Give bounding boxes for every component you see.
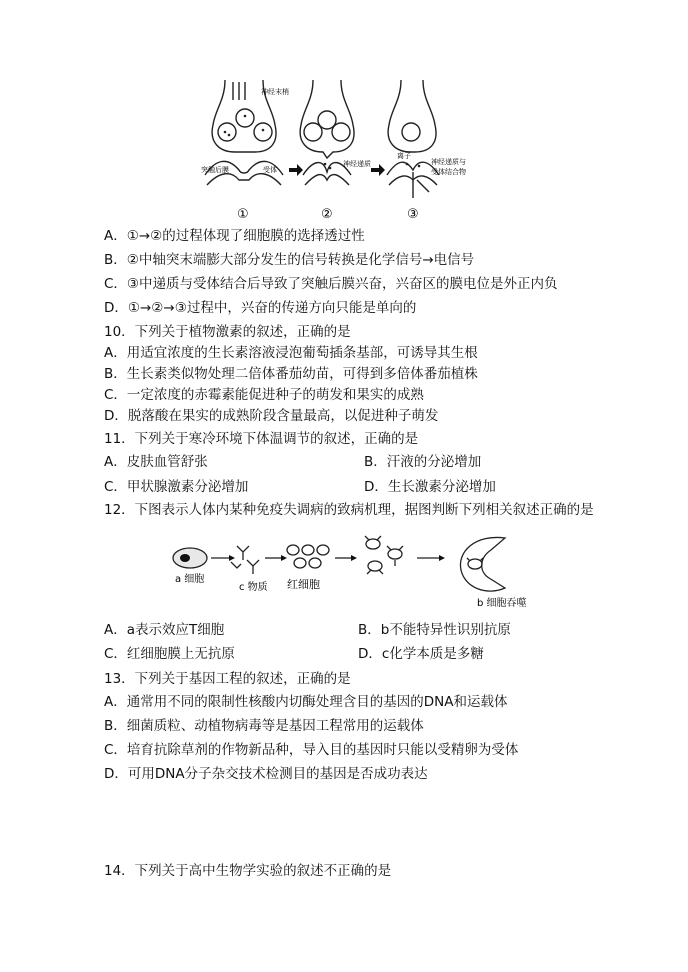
q11-option-c: C．甲状腺激素分泌增加: [104, 479, 249, 495]
label-a-cell: a 细胞: [175, 574, 205, 585]
label-b-phagocyte: b 细胞吞噬: [477, 598, 527, 609]
label-complex-1: 神经递质与: [431, 158, 466, 166]
q12-stem: 12．下图表示人体内某种免疫失调病的致病机理，据图判断下列相关叙述正确的是: [104, 502, 594, 518]
label-ion: 离子: [397, 152, 411, 160]
step-label-3: ③: [407, 207, 419, 222]
label-receptor: 受体: [263, 166, 277, 174]
q11-option-b: B．汗液的分泌增加: [364, 454, 482, 470]
q10-option-b: B．生长素类似物处理二倍体番茄幼苗，可得到多倍体番茄植株: [104, 366, 478, 382]
step-label-1: ①: [237, 207, 249, 222]
q10-option-a: A．用适宜浓度的生长素溶液浸泡葡萄插条基部，可诱导其生根: [104, 345, 478, 361]
q9-option-d: D．①→②→③过程中，兴奋的传递方向只能是单向的: [104, 300, 417, 316]
step-label-2: ②: [321, 207, 333, 222]
label-c-substance: c 物质: [239, 582, 268, 593]
label-complex-2: 受体结合物: [431, 168, 466, 176]
synapse-diagram: [201, 80, 495, 222]
q9-option-b: B．②中轴突末端膨大部分发生的信号转换是化学信号→电信号: [104, 252, 475, 268]
q9-option-a: A．①→②的过程体现了细胞膜的选择透过性: [104, 228, 365, 244]
q10-option-d: D．脱落酸在果实的成熟阶段含量最高，以促进种子萌发: [104, 408, 439, 424]
q13-option-c: C．培育抗除草剂的作物新品种，导入目的基因时只能以受精卵为受体: [104, 742, 519, 758]
label-transmitter: 神经递质: [343, 160, 371, 168]
q12-option-a: A．a表示效应T细胞: [104, 622, 225, 638]
q10-stem: 10．下列关于植物激素的叙述，正确的是: [104, 324, 351, 340]
immune-diagram: [165, 530, 550, 608]
q13-option-a: A．通常用不同的限制性核酸内切酶处理含目的基因的DNA和运载体: [104, 694, 508, 710]
q11-option-d: D．生长激素分泌增加: [364, 479, 496, 495]
q11-stem: 11．下列关于寒冷环境下体温调节的叙述，正确的是: [104, 431, 419, 447]
label-postsynaptic: 突触后膜: [201, 166, 229, 174]
q9-option-c: C．③中递质与受体结合后导致了突触后膜兴奋，兴奋区的膜电位是外正内负: [104, 276, 558, 292]
q12-option-d: D．c化学本质是多糖: [358, 646, 484, 662]
q11-option-a: A．皮肤血管舒张: [104, 454, 208, 470]
q10-option-c: C．一定浓度的赤霉素能促进种子的萌发和果实的成熟: [104, 387, 424, 403]
q13-option-d: D．可用DNA分子杂交技术检测目的基因是否成功表达: [104, 766, 428, 782]
label-terminal: 神经末梢: [261, 88, 289, 96]
q13-option-b: B．细菌质粒、动植物病毒等是基因工程常用的运载体: [104, 718, 424, 734]
q12-option-c: C．红细胞膜上无抗原: [104, 646, 235, 662]
q14-stem: 14．下列关于高中生物学实验的叙述不正确的是: [104, 863, 392, 879]
label-red-blood-cell: 红细胞: [287, 578, 320, 591]
q12-option-b: B．b不能特异性识别抗原: [358, 622, 511, 638]
q13-stem: 13．下列关于基因工程的叙述，正确的是: [104, 671, 351, 687]
